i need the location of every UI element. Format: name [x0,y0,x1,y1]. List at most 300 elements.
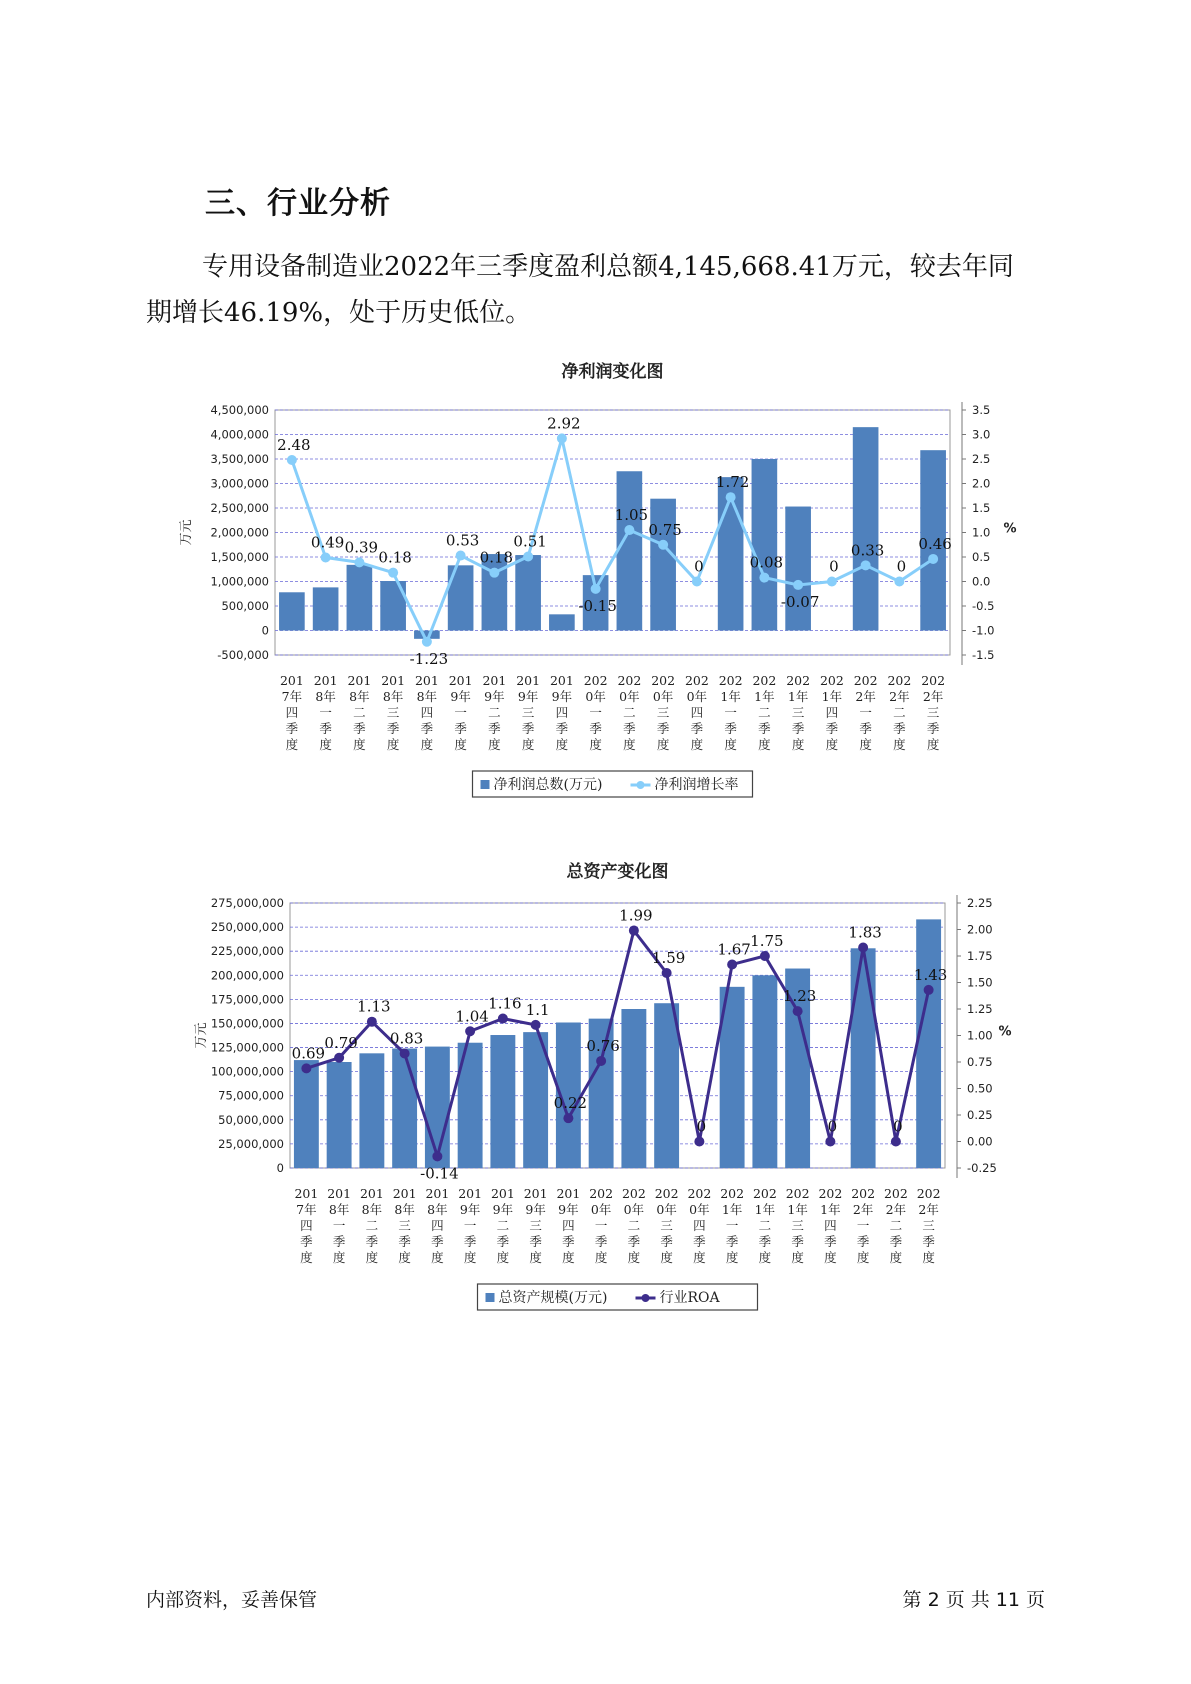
x-tick-label: 202 [851,1186,876,1201]
legend-line-label: 行业ROA [659,1290,720,1306]
x-tick-label: 度 [791,1250,804,1265]
x-tick-label: 1年 [754,1202,776,1217]
data-label: 0.18 [378,548,412,567]
x-tick-label: 0年 [689,1202,710,1217]
x-tick-label: 1年 [820,1202,841,1217]
x-tick-label: 0年 [686,689,708,704]
data-label: 0.75 [648,520,682,539]
x-tick-label: 1年 [720,689,741,704]
x-tick-label: 季 [521,721,535,736]
data-label: 1.16 [488,994,522,1013]
bar [425,1047,450,1168]
series-point [367,1017,377,1027]
x-tick-label: 8年 [349,689,370,704]
x-tick-label: 度 [420,737,434,752]
x-tick-label: 季 [623,721,636,736]
x-tick-label: 度 [521,737,535,752]
x-tick-label: 2年 [922,689,944,704]
data-label: 0.18 [479,548,514,567]
data-label: 1.72 [715,473,750,492]
x-tick-label: 度 [893,737,906,752]
x-tick-label: 季 [856,1234,870,1249]
data-label: 0.51 [513,532,547,551]
bar [549,614,575,630]
x-tick-label: 度 [660,1250,673,1265]
x-tick-label: 四 [285,705,299,720]
x-tick-label: 9年 [459,1202,481,1217]
x-tick-label: 季 [922,1234,935,1249]
x-tick-label: 201 [347,673,372,688]
bar [853,427,879,630]
series-point [861,560,871,570]
x-tick-label: 四 [690,705,704,720]
y-tick-label: 3,500,000 [210,452,269,466]
x-tick-label: 二 [496,1218,510,1233]
footer-page-number: 第 2 页 共 11 页 [902,1589,1045,1611]
chart-title: 总资产变化图 [566,862,669,882]
y-tick-label: 250,000,000 [210,920,284,935]
total-assets-chart-svg [0,855,1191,1315]
series-point [557,433,567,443]
x-tick-label: 度 [693,1250,706,1265]
x-tick-label: 季 [758,1234,772,1249]
x-tick-label: 度 [398,1250,411,1265]
data-label: -0.07 [780,592,820,611]
x-tick-label: 季 [589,721,602,736]
series-point [523,552,533,562]
x-tick-label: 8年 [361,1202,383,1217]
x-tick-label: 四 [824,1218,837,1233]
y2-tick-label: 0.25 [967,1108,993,1122]
series-point [624,525,634,535]
x-tick-label: 202 [818,1186,843,1201]
x-tick-label: 度 [725,1250,739,1265]
data-label: 1.13 [357,997,391,1016]
x-tick-label: 202 [853,673,878,688]
data-label: 1.23 [782,987,817,1006]
data-label: 0 [896,557,907,576]
x-tick-label: 1年 [821,689,843,704]
x-tick-label: 季 [555,721,569,736]
x-tick-label: 二 [488,705,501,720]
x-tick-label: 度 [656,737,670,752]
data-label: 0 [694,557,704,576]
bar [294,1060,319,1168]
data-label: 0.22 [553,1094,588,1113]
x-tick-label: 二 [889,1218,903,1233]
x-tick-label: 季 [488,721,501,736]
series-point [596,1056,606,1066]
x-tick-label: 202 [621,1186,646,1201]
x-tick-label: 度 [623,737,636,752]
series-point [825,1137,835,1147]
x-tick-label: 202 [921,673,946,688]
x-tick-label: 202 [718,673,743,688]
y2-tick-label: 2.0 [972,476,991,491]
x-tick-label: 二 [758,705,771,720]
x-tick-label: 一 [856,1218,870,1233]
chart-title: 净利润变化图 [561,362,664,382]
x-tick-label: 202 [589,1186,614,1201]
x-tick-label: 201 [490,1186,515,1201]
section-paragraph [146,244,1046,336]
x-tick-label: 二 [365,1218,379,1233]
x-tick-label: 四 [555,705,569,720]
x-tick-label: 三 [398,1218,411,1233]
x-tick-label: 7年 [296,1202,317,1217]
y2-tick-label: 3.5 [972,403,991,417]
x-tick-label: 8年 [315,689,336,704]
x-tick-label: 季 [594,1234,608,1249]
x-tick-label: 202 [720,1186,745,1201]
data-label: -0.14 [420,1164,459,1183]
bar [654,1003,679,1168]
x-tick-label: 季 [365,1234,379,1249]
x-tick-label: 季 [690,721,704,736]
x-tick-label: 202 [785,1186,810,1201]
x-tick-label: 一 [319,705,332,720]
x-tick-label: 201 [523,1186,548,1201]
x-tick-label: 四 [431,1218,444,1233]
x-tick-label: 季 [398,1234,411,1249]
series-point [456,551,466,561]
series-point [759,573,769,583]
x-tick-label: 202 [617,673,642,688]
data-label: 1.99 [619,906,653,925]
bar [752,459,778,631]
bar [392,1049,417,1168]
y-tick-label: 75,000,000 [218,1088,284,1103]
x-tick-label: 1年 [721,1202,743,1217]
x-tick-label: 三 [521,705,535,720]
x-tick-label: 度 [824,1250,837,1265]
x-tick-label: 度 [431,1250,444,1265]
data-label: -0.15 [578,596,617,615]
x-tick-label: 季 [824,1234,837,1249]
y2-axis-label: % [1003,521,1017,537]
x-tick-label: 季 [463,1234,477,1249]
series-point [591,584,601,594]
x-tick-label: 201 [458,1186,483,1201]
x-tick-label: 202 [752,1186,777,1201]
x-tick-label: 三 [926,705,940,720]
x-tick-label: 季 [791,1234,804,1249]
x-tick-label: 季 [926,721,940,736]
net-profit-chart-svg [0,355,1191,815]
data-label: 0.33 [850,541,885,560]
x-tick-label: 一 [332,1218,346,1233]
y-tick-label: 100,000,000 [210,1064,284,1079]
x-tick-label: 一 [454,705,467,720]
series-point [694,1137,704,1147]
x-tick-label: 1年 [754,689,775,704]
series-point [658,540,668,550]
y2-axis-label: % [998,1024,1012,1040]
x-tick-label: 7年 [281,689,303,704]
x-tick-label: 度 [627,1250,641,1265]
y-tick-label: 4,500,000 [210,403,269,417]
x-tick-label: 季 [825,721,839,736]
y2-tick-label: 0.00 [967,1134,993,1149]
x-tick-label: 201 [392,1186,417,1201]
x-tick-label: 度 [926,737,940,752]
y2-tick-label: 2.5 [972,452,991,466]
data-label: 1.1 [525,1000,550,1019]
x-tick-label: 四 [825,705,839,720]
x-tick-label: 季 [627,1234,641,1249]
x-tick-label: 一 [724,705,737,720]
x-tick-label: 季 [300,1234,313,1249]
x-tick-label: 度 [922,1250,935,1265]
y-tick-label: 0 [261,623,269,638]
legend-bar-swatch [481,780,490,789]
x-tick-label: 度 [319,737,332,752]
y2-tick-label: 1.5 [972,501,991,515]
x-tick-label: 季 [420,721,434,736]
series-point [498,1014,508,1024]
legend-line-label: 净利润增长率 [654,777,739,793]
x-tick-label: 2年 [855,689,876,704]
y-tick-label: 2,500,000 [210,501,269,515]
x-tick-label: 8年 [394,1202,415,1217]
series-point [858,943,868,953]
x-tick-label: 季 [724,721,737,736]
footer-confidential-note: 内部资料，妥善保管 [146,1589,318,1611]
paragraph-line-2: 期增长46.19%，处于历史低位。 [146,298,532,328]
x-tick-label: 三 [656,705,670,720]
y-axis-label: 万元 [194,1022,209,1049]
x-tick-label: 季 [758,721,771,736]
x-tick-label: 度 [353,737,366,752]
x-tick-label: 二 [893,705,906,720]
series-point [894,577,904,587]
series-point [301,1063,311,1073]
legend-line-marker [642,1294,650,1302]
x-tick-label: 度 [690,737,704,752]
y-tick-label: 4,000,000 [210,427,269,442]
series-point [891,1137,901,1147]
series-point [727,959,737,969]
x-tick-label: 一 [725,1218,739,1233]
data-label: 0.76 [586,1036,620,1055]
x-tick-label: 度 [856,1250,870,1265]
x-tick-label: 度 [454,737,467,752]
y-tick-label: -500,000 [217,648,269,662]
legend-bar-label: 总资产规模(万元) [498,1290,608,1306]
y2-tick-label: 1.00 [967,1028,993,1043]
data-label: 0.53 [445,531,480,550]
x-tick-label: 季 [893,721,906,736]
bar [752,975,777,1168]
data-label: 0 [893,1117,903,1136]
y-tick-label: 1,500,000 [210,550,269,564]
x-tick-label: 四 [300,1218,313,1233]
x-tick-label: 三 [922,1218,935,1233]
x-tick-label: 8年 [416,689,438,704]
x-tick-label: 季 [454,721,467,736]
x-tick-label: 度 [332,1250,346,1265]
legend-bar-label: 净利润总数(万元) [493,777,603,793]
x-tick-label: 三 [791,1218,804,1233]
x-tick-label: 季 [562,1234,575,1249]
series-point [692,577,702,587]
bar [313,587,339,630]
series-point [354,557,364,567]
y-axis-label: 万元 [179,519,194,546]
x-tick-label: 201 [359,1186,384,1201]
y-tick-label: 0 [276,1161,284,1175]
x-tick-label: 201 [482,673,507,688]
x-tick-label: 9年 [558,1202,579,1217]
paragraph-line-1: 专用设备制造业2022年三季度盈利总额4,145,668.41万元，较去年同 [202,252,1014,282]
x-tick-label: 季 [656,721,670,736]
x-tick-label: 2年 [885,1202,907,1217]
series-point [793,580,803,590]
x-tick-label: 季 [285,721,299,736]
y2-tick-label: -0.25 [967,1161,997,1175]
x-tick-label: 0年 [656,1202,677,1217]
bar [515,555,541,630]
y-tick-label: 125,000,000 [210,1040,284,1055]
x-tick-label: 三 [529,1218,542,1233]
x-tick-label: 201 [414,673,439,688]
data-label: 0.08 [749,553,784,572]
x-tick-label: 一 [589,705,602,720]
x-tick-label: 三 [791,705,805,720]
x-tick-label: 度 [386,737,400,752]
x-tick-label: 度 [724,737,737,752]
x-tick-label: 0年 [619,689,640,704]
series-point [321,552,331,562]
y2-tick-label: 1.0 [972,525,991,540]
x-tick-label: 度 [758,1250,772,1265]
x-tick-label: 201 [448,673,473,688]
x-tick-label: 三 [386,705,400,720]
section-heading: 三、行业分析 [205,186,391,221]
y2-tick-label: 0.5 [972,550,991,564]
x-tick-label: 201 [279,673,304,688]
x-tick-label: 201 [313,673,338,688]
bar [347,565,373,631]
y-tick-label: 3,000,000 [210,476,269,491]
bar [490,1035,515,1168]
x-tick-label: 8年 [427,1202,448,1217]
x-tick-label: 8年 [382,689,404,704]
x-tick-label: 季 [353,721,366,736]
x-tick-label: 季 [386,721,400,736]
x-tick-label: 季 [859,721,872,736]
data-label: 1.43 [913,965,948,984]
series-point [726,492,736,502]
x-tick-label: 202 [651,673,676,688]
data-label: 0.83 [389,1029,424,1048]
data-label: -1.23 [409,649,449,668]
x-tick-label: 一 [463,1218,477,1233]
y-tick-label: 200,000,000 [210,968,284,983]
series-point [563,1113,573,1123]
data-label: 0 [829,557,839,576]
x-tick-label: 201 [556,1186,581,1201]
data-label: 1.83 [848,923,882,942]
x-tick-label: 201 [294,1186,319,1201]
y2-tick-label: 2.00 [967,922,993,937]
x-tick-label: 四 [693,1218,706,1233]
x-tick-label: 季 [319,721,332,736]
series-point [662,968,672,978]
x-tick-label: 度 [463,1250,477,1265]
y2-tick-label: -0.5 [972,599,995,613]
x-tick-label: 四 [420,705,434,720]
y2-tick-label: 2.25 [967,896,993,910]
x-tick-label: 二 [627,1218,641,1233]
x-tick-label: 季 [693,1234,706,1249]
data-label: 1.59 [651,948,686,967]
series-point [388,568,398,578]
x-tick-label: 度 [791,737,805,752]
x-tick-label: 9年 [517,689,539,704]
x-tick-label: 度 [529,1250,542,1265]
x-tick-label: 季 [431,1234,444,1249]
y-tick-label: 275,000,000 [210,896,284,910]
series-point [400,1049,410,1059]
x-tick-label: 季 [725,1234,739,1249]
data-label: 0.69 [291,1044,326,1063]
y2-tick-label: 1.25 [967,1002,993,1016]
data-label: 1.67 [717,940,751,959]
x-tick-label: 9年 [551,689,573,704]
x-tick-label: 度 [496,1250,510,1265]
x-tick-label: 二 [623,705,636,720]
x-tick-label: 0年 [623,1202,645,1217]
series-point [924,985,934,995]
x-tick-label: 1年 [787,1202,808,1217]
series-point [489,568,499,578]
y-tick-label: 150,000,000 [210,1016,284,1031]
x-tick-label: 201 [549,673,574,688]
series-point [422,637,432,647]
data-label: 2.48 [277,435,311,454]
x-tick-label: 度 [555,737,569,752]
x-tick-label: 0年 [590,1202,612,1217]
y-tick-label: 175,000,000 [210,992,284,1007]
series-point [531,1020,541,1030]
y-tick-label: 25,000,000 [218,1136,284,1151]
x-tick-label: 2年 [918,1202,939,1217]
legend-bar-swatch [486,1293,495,1302]
y-tick-label: 500,000 [221,599,269,613]
x-tick-label: 9年 [525,1202,546,1217]
x-tick-label: 三 [660,1218,673,1233]
x-tick-label: 二 [353,705,366,720]
x-tick-label: 2年 [889,689,910,704]
x-tick-label: 0年 [652,689,674,704]
x-tick-label: 201 [425,1186,450,1201]
y2-tick-label: 0.75 [967,1055,993,1069]
series-point [760,951,770,961]
data-label: 1.05 [614,506,649,525]
x-tick-label: 202 [786,673,811,688]
bar [327,1062,352,1168]
x-tick-label: 季 [660,1234,673,1249]
x-tick-label: 季 [889,1234,903,1249]
x-tick-label: 202 [583,673,608,688]
y2-tick-label: 0.0 [972,574,991,589]
legend-line-marker [637,781,645,789]
bar [279,592,305,630]
bar [851,948,876,1168]
series-point [432,1151,442,1161]
x-tick-label: 度 [365,1250,379,1265]
